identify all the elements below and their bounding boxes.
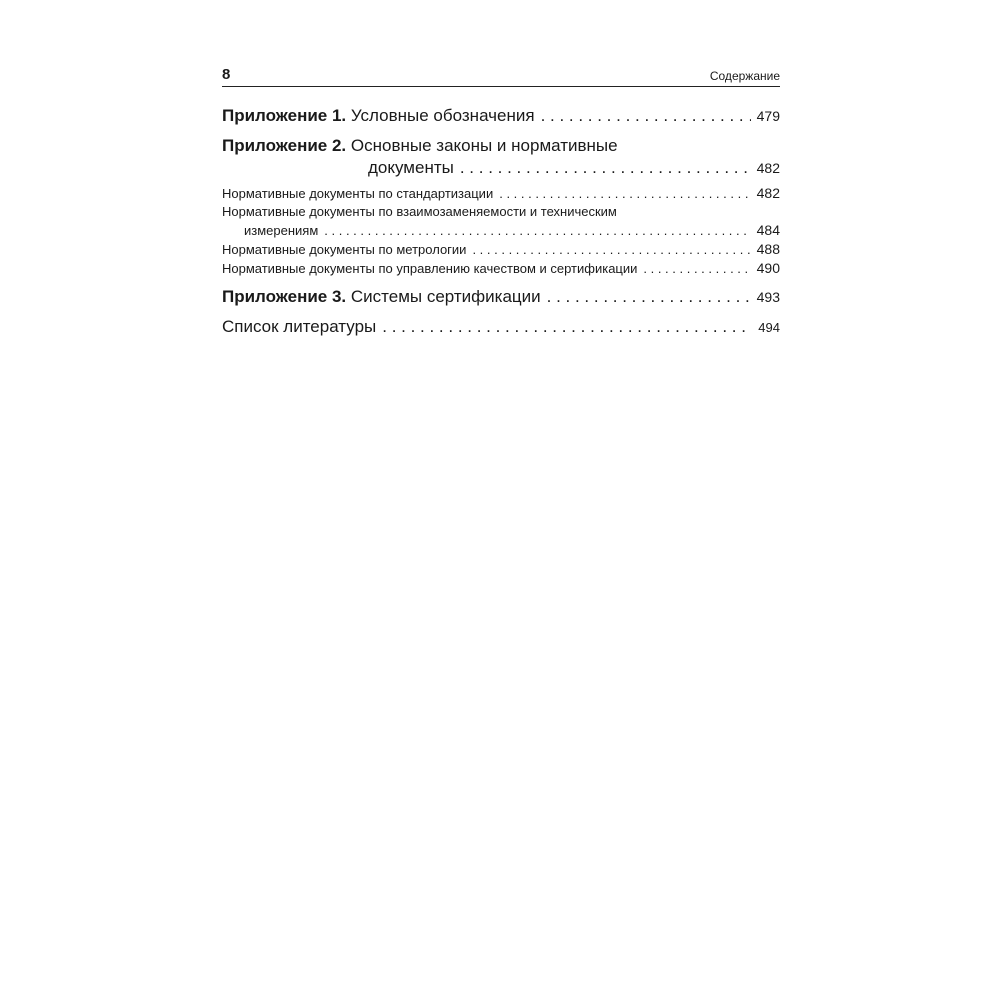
page-ref: 484 (756, 222, 780, 238)
page-ref: 493 (756, 289, 780, 305)
entry-title-line2: измерениям (244, 223, 319, 238)
dot-leader (382, 317, 752, 337)
toc-subentry-standardization[interactable] (222, 185, 780, 201)
dot-leader (324, 223, 750, 238)
page-header (222, 66, 780, 87)
dot-leader (460, 158, 751, 178)
toc-entry-appendix-1[interactable] (222, 106, 780, 126)
toc-entry-bibliography[interactable] (222, 317, 780, 337)
toc-subentry-interchangeability-cont[interactable] (244, 222, 780, 238)
toc-entry-appendix-2[interactable] (222, 136, 780, 156)
toc-subentry-quality[interactable] (222, 260, 780, 276)
dot-leader (472, 242, 750, 257)
entry-title: Нормативные документы по управлению качеством и сертификации (222, 261, 638, 276)
toc-entry-appendix-3[interactable] (222, 287, 780, 307)
running-section-title: Содержание (709, 69, 780, 83)
page-ref: 494 (758, 320, 780, 335)
page-number: 8 (222, 66, 231, 83)
appendix-label: Приложение 2. (222, 136, 347, 155)
entry-title: Системы сертификации (350, 287, 541, 306)
toc-subentry-interchangeability[interactable] (222, 204, 780, 219)
appendix-label: Приложение 3. (222, 287, 347, 306)
page-ref: 482 (756, 160, 780, 176)
entry-title-line2: документы (368, 158, 454, 177)
toc-subentry-metrology[interactable] (222, 241, 780, 257)
toc-entry-appendix-2-cont[interactable] (368, 158, 780, 178)
entry-title: Нормативные документы по стандартизации (222, 186, 494, 201)
page-ref: 482 (756, 185, 780, 201)
page-ref: 488 (756, 241, 780, 257)
entry-title: Условные обозначения (350, 106, 535, 125)
dot-leader (541, 106, 751, 126)
entry-title: Нормативные документы по метрологии (222, 242, 467, 257)
dot-leader (547, 287, 751, 307)
entry-title: Список литературы (222, 317, 377, 336)
appendix-label: Приложение 1. (222, 106, 347, 125)
page-ref: 490 (756, 260, 780, 276)
page-ref: 479 (756, 108, 780, 124)
entry-title-line1: Основные законы и нормативные (350, 136, 618, 155)
entry-title-line1: Нормативные документы по взаимозаменяемости и техническим (222, 204, 617, 219)
dot-leader (499, 186, 750, 201)
dot-leader (643, 261, 750, 276)
